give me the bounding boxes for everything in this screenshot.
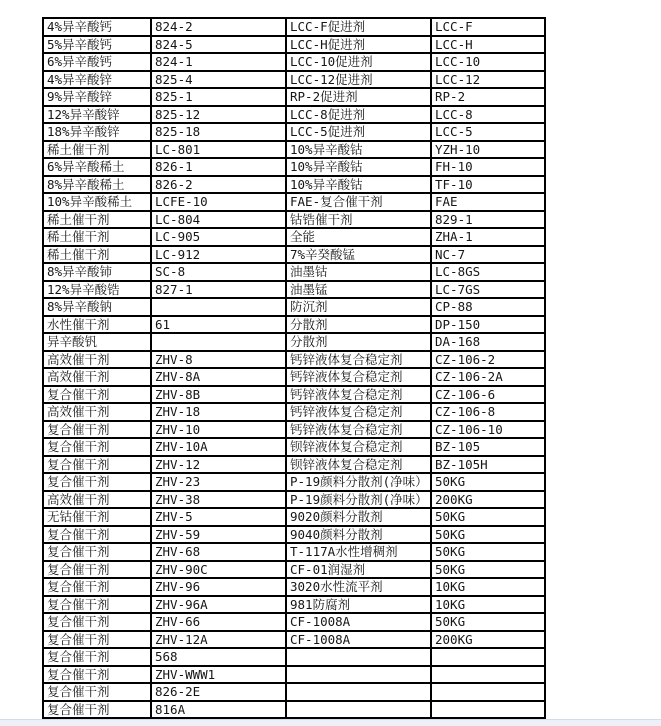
table-cell-col2: 568 [151,648,286,666]
table-row [43,508,545,526]
table-row [43,648,545,666]
table-cell-col4: BZ-105H [431,456,545,474]
table-cell-col4: 10KG [431,578,545,596]
bottom-window-strip [0,719,661,726]
table-cell-col4: 50KG [431,613,545,631]
table-cell-col4: LCC-12 [431,71,545,89]
table-cell-col3: CF-1008A [286,631,431,649]
table-cell-col3: RP-2促进剂 [286,88,431,106]
table-cell-col2: 824-2 [151,18,286,36]
table-row [43,491,545,509]
table-row [43,613,545,631]
table-cell-col2: ZHV-66 [151,613,286,631]
table-cell-col4: LCC-10 [431,53,545,71]
table-cell-col1: 复合催干剂 [43,578,151,596]
table-cell-col3: 全能 [286,228,431,246]
table-cell-col4: 50KG [431,508,545,526]
table-row [43,543,545,561]
table-row [43,193,545,211]
table-cell-col3: T-117A水性增稠剂 [286,543,431,561]
table-cell-col4: 50KG [431,543,545,561]
table-cell-col1: 复合催干剂 [43,631,151,649]
table-cell-col2: ZHV-18 [151,403,286,421]
table-cell-col1: 高效催干剂 [43,491,151,509]
table-row [43,526,545,544]
table-cell-col4: CZ-106-10 [431,421,545,439]
table-cell-col1: 9%异辛酸锌 [43,88,151,106]
table-cell-col3: 10%异辛酸钴 [286,141,431,159]
table-cell-col3 [286,683,431,701]
table-cell-col1: 复合催干剂 [43,438,151,456]
table-cell-col2: ZHV-90C [151,561,286,579]
table-cell-col4: LCC-F [431,18,545,36]
table-cell-col4: TF-10 [431,176,545,194]
table-cell-col2: ZHV-8B [151,386,286,404]
table-cell-col2: SC-8 [151,263,286,281]
table-cell-col1: 复合催干剂 [43,701,151,719]
table-cell-col3: 钙锌液体复合稳定剂 [286,403,431,421]
table-cell-col4: 829-1 [431,211,545,229]
product-table-body [43,18,545,718]
table-cell-col3: LCC-F促进剂 [286,18,431,36]
table-row [43,18,545,36]
table-cell-col1: 复合催干剂 [43,683,151,701]
table-row [43,88,545,106]
table-cell-col1: 4%异辛酸锌 [43,71,151,89]
table-row [43,631,545,649]
table-cell-col3: LCC-12促进剂 [286,71,431,89]
table-cell-col1: 高效催干剂 [43,351,151,369]
table-cell-col3: 钙锌液体复合稳定剂 [286,368,431,386]
table-row [43,141,545,159]
table-cell-col3: 10%异辛酸钴 [286,176,431,194]
table-cell-col1: 复合催干剂 [43,456,151,474]
table-cell-col2: LC-912 [151,246,286,264]
table-row [43,158,545,176]
table-cell-col3 [286,648,431,666]
table-row [43,316,545,334]
table-row [43,421,545,439]
table-cell-col4: DP-150 [431,316,545,334]
table-row [43,36,545,54]
table-cell-col2: 825-18 [151,123,286,141]
table-cell-col3: 7%辛癸酸锰 [286,246,431,264]
table-cell-col1: 复合催干剂 [43,596,151,614]
table-cell-col4: LC-7GS [431,281,545,299]
table-cell-col4: LCC-H [431,36,545,54]
table-row [43,351,545,369]
table-row [43,403,545,421]
table-cell-col2: ZHV-96A [151,596,286,614]
table-row [43,211,545,229]
table-cell-col2: ZHV-12A [151,631,286,649]
table-cell-col1: 6%异辛酸稀土 [43,158,151,176]
table-cell-col4: LCC-5 [431,123,545,141]
table-cell-col2: ZHV-38 [151,491,286,509]
table-cell-col2: 816A [151,701,286,719]
table-cell-col3: P-19颜料分散剂(净味） [286,491,431,509]
table-cell-col1: 复合催干剂 [43,526,151,544]
table-cell-col1: 复合催干剂 [43,386,151,404]
table-row [43,298,545,316]
table-cell-col4 [431,648,545,666]
table-cell-col1: 复合催干剂 [43,421,151,439]
table-cell-col4: CZ-106-6 [431,386,545,404]
table-cell-col3: 3020水性流平剂 [286,578,431,596]
table-cell-col3 [286,701,431,719]
table-row [43,228,545,246]
table-cell-col2 [151,298,286,316]
table-cell-col2: ZHV-59 [151,526,286,544]
table-row [43,176,545,194]
table-cell-col3: CF-1008A [286,613,431,631]
table-cell-col2: ZHV-23 [151,473,286,491]
table-row [43,578,545,596]
table-cell-col2: 826-1 [151,158,286,176]
table-cell-col1: 8%异辛酸稀土 [43,176,151,194]
table-cell-col2: 824-1 [151,53,286,71]
table-cell-col2: 825-12 [151,106,286,124]
table-cell-col4: ZHA-1 [431,228,545,246]
table-cell-col2: 826-2 [151,176,286,194]
table-row [43,123,545,141]
table-cell-col3: 10%异辛酸钴 [286,158,431,176]
table-cell-col3: 钙锌液体复合稳定剂 [286,421,431,439]
table-row [43,438,545,456]
table-cell-col1: 高效催干剂 [43,368,151,386]
table-cell-col2: ZHV-WWW1 [151,666,286,684]
table-cell-col2: ZHV-12 [151,456,286,474]
table-cell-col4 [431,666,545,684]
table-cell-col1: 4%异辛酸钙 [43,18,151,36]
table-row [43,368,545,386]
table-cell-col1: 10%异辛酸稀土 [43,193,151,211]
table-cell-col1: 稀土催干剂 [43,211,151,229]
table-cell-col3: LCC-8促进剂 [286,106,431,124]
table-cell-col3: 防沉剂 [286,298,431,316]
table-cell-col1: 异辛酸钒 [43,333,151,351]
table-cell-col1: 稀土催干剂 [43,246,151,264]
table-cell-col4: 50KG [431,473,545,491]
table-row [43,456,545,474]
table-cell-col4: 50KG [431,526,545,544]
table-cell-col1: 复合催干剂 [43,473,151,491]
table-cell-col2: ZHV-8 [151,351,286,369]
table-cell-col4: CZ-106-2 [431,351,545,369]
table-row [43,596,545,614]
table-cell-col2: ZHV-10A [151,438,286,456]
table-cell-col4: BZ-105 [431,438,545,456]
table-cell-col3: LCC-10促进剂 [286,53,431,71]
table-cell-col1: 18%异辛酸锌 [43,123,151,141]
table-cell-col1: 复合催干剂 [43,648,151,666]
table-cell-col1: 6%异辛酸钙 [43,53,151,71]
table-cell-col4: CZ-106-2A [431,368,545,386]
table-cell-col3: CF-01润湿剂 [286,561,431,579]
table-cell-col4: CZ-106-8 [431,403,545,421]
table-cell-col2: 827-1 [151,281,286,299]
table-row [43,386,545,404]
table-cell-col4 [431,701,545,719]
table-cell-col2: 825-4 [151,71,286,89]
table-cell-col2: 826-2E [151,683,286,701]
table-cell-col4: RP-2 [431,88,545,106]
table-cell-col2: 61 [151,316,286,334]
table-cell-col1: 8%异辛酸钠 [43,298,151,316]
table-cell-col1: 复合催干剂 [43,561,151,579]
table-cell-col3: 分散剂 [286,316,431,334]
table-cell-col1: 8%异辛酸铈 [43,263,151,281]
table-cell-col4: 200KG [431,631,545,649]
table-cell-col2: 825-1 [151,88,286,106]
table-cell-col1: 稀土催干剂 [43,228,151,246]
table-cell-col3: 钙锌液体复合稳定剂 [286,351,431,369]
table-cell-col3: LCC-5促进剂 [286,123,431,141]
table-cell-col2: LC-801 [151,141,286,159]
table-cell-col1: 5%异辛酸钙 [43,36,151,54]
table-cell-col3: 分散剂 [286,333,431,351]
table-cell-col4: DA-168 [431,333,545,351]
table-cell-col2: ZHV-10 [151,421,286,439]
table-cell-col2 [151,333,286,351]
table-row [43,701,545,719]
table-cell-col3: 钡锌液体复合稳定剂 [286,438,431,456]
table-row [43,281,545,299]
table-cell-col1: 稀土催干剂 [43,141,151,159]
product-table [42,17,546,719]
table-cell-col3: 油墨钴 [286,263,431,281]
table-cell-col3: 981防腐剂 [286,596,431,614]
table-row [43,333,545,351]
table-cell-col4: LC-8GS [431,263,545,281]
table-cell-col4: 10KG [431,596,545,614]
table-row [43,666,545,684]
table-cell-col1: 12%异辛酸锌 [43,106,151,124]
table-cell-col1: 高效催干剂 [43,403,151,421]
table-cell-col3 [286,666,431,684]
table-cell-col1: 复合催干剂 [43,543,151,561]
table-cell-col2: 824-5 [151,36,286,54]
table-cell-col3: 钡锌液体复合稳定剂 [286,456,431,474]
table-row [43,561,545,579]
table-cell-col2: ZHV-96 [151,578,286,596]
table-row [43,263,545,281]
table-cell-col3: 钙锌液体复合稳定剂 [286,386,431,404]
table-row [43,53,545,71]
table-cell-col2: ZHV-68 [151,543,286,561]
table-cell-col3: 钴锆催干剂 [286,211,431,229]
table-cell-col2: LC-804 [151,211,286,229]
table-cell-col2: LCFE-10 [151,193,286,211]
table-row [43,683,545,701]
table-cell-col4 [431,683,545,701]
table-cell-col4: YZH-10 [431,141,545,159]
table-row [43,106,545,124]
table-cell-col4: CP-88 [431,298,545,316]
table-cell-col1: 12%异辛酸锆 [43,281,151,299]
table-cell-col3: 油墨锰 [286,281,431,299]
table-row [43,246,545,264]
table-cell-col2: ZHV-5 [151,508,286,526]
table-row [43,473,545,491]
table-cell-col2: ZHV-8A [151,368,286,386]
table-cell-col3: 9020颜料分散剂 [286,508,431,526]
table-row [43,71,545,89]
table-cell-col1: 复合催干剂 [43,666,151,684]
table-cell-col4: LCC-8 [431,106,545,124]
table-cell-col4: NC-7 [431,246,545,264]
table-cell-col4: FH-10 [431,158,545,176]
table-cell-col4: FAE [431,193,545,211]
table-cell-col3: 9040颜料分散剂 [286,526,431,544]
table-cell-col4: 200KG [431,491,545,509]
table-cell-col1: 无钴催干剂 [43,508,151,526]
table-cell-col4: 50KG [431,561,545,579]
table-cell-col2: LC-905 [151,228,286,246]
table-cell-col3: LCC-H促进剂 [286,36,431,54]
table-cell-col3: FAE-复合催干剂 [286,193,431,211]
table-cell-col1: 水性催干剂 [43,316,151,334]
table-cell-col3: P-19颜料分散剂(净味） [286,473,431,491]
table-cell-col1: 复合催干剂 [43,613,151,631]
